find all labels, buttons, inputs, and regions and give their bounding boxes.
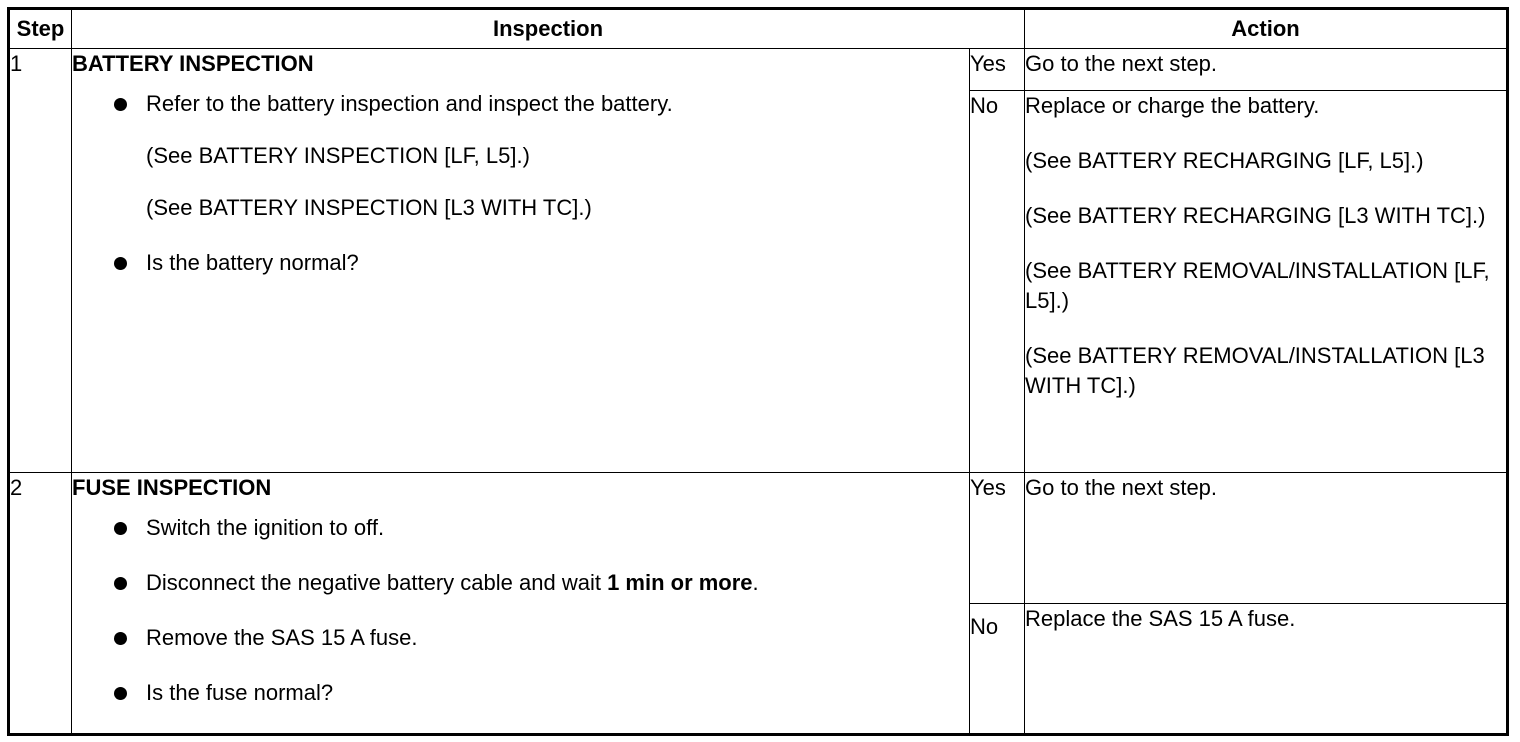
- list-item: [72, 513, 969, 543]
- inspection-title: BATTERY INSPECTION: [72, 51, 314, 76]
- inspection-item-text: Is the battery normal?: [146, 250, 359, 275]
- yes-label: Yes: [970, 473, 1025, 604]
- yes-action: Go to the next step.: [1025, 49, 1508, 91]
- no-label: No: [970, 604, 1025, 735]
- step-column-header: Step: [9, 9, 72, 49]
- yes-label: Yes: [970, 49, 1025, 91]
- list-item: [72, 248, 969, 278]
- bullet-icon: [114, 632, 127, 645]
- bullet-icon: [114, 687, 127, 700]
- table-header-row: [9, 9, 1508, 49]
- inspection-item-text: [146, 570, 759, 595]
- action-text: Replace or charge the battery.: [1025, 93, 1320, 118]
- duration-emphasis: 1 min or more: [607, 570, 753, 595]
- reference-note: (See BATTERY RECHARGING [LF, L5].): [1025, 148, 1424, 173]
- inspection-item-text-part: .: [752, 570, 759, 595]
- list-item: [72, 89, 969, 119]
- bullet-icon: [114, 577, 127, 590]
- inspection-item-text: Remove the SAS 15 A fuse.: [146, 625, 418, 650]
- step-number: 2: [9, 473, 72, 735]
- no-action: Replace the SAS 15 A fuse.: [1025, 604, 1508, 735]
- table-row: [9, 49, 1508, 91]
- no-label: No: [970, 91, 1025, 473]
- inspection-item-text-part: Disconnect the negative battery cable and wait: [146, 570, 608, 595]
- inspection-item-text: Refer to the battery inspection and inspect the battery.: [146, 91, 673, 116]
- bullet-icon: [114, 522, 127, 535]
- inspection-list: [72, 89, 969, 278]
- inspection-column-header: Inspection: [72, 9, 1025, 49]
- table-row: [9, 473, 1508, 604]
- inspection-list: [72, 513, 969, 708]
- yes-action: Go to the next step.: [1025, 473, 1508, 604]
- list-item: [72, 568, 969, 598]
- inspection-title: FUSE INSPECTION: [72, 475, 272, 500]
- reference-note: (See BATTERY INSPECTION [LF, L5].): [146, 143, 530, 168]
- reference-note: (See BATTERY INSPECTION [L3 WITH TC].): [146, 195, 592, 220]
- action-column-header: Action: [1025, 9, 1508, 49]
- inspection-cell: [72, 473, 970, 735]
- inspection-item-text: Switch the ignition to off.: [146, 515, 385, 540]
- reference-note: (See BATTERY RECHARGING [L3 WITH TC].): [1025, 203, 1486, 228]
- inspection-item-text: Is the fuse normal?: [146, 680, 334, 705]
- reference-note: (See BATTERY REMOVAL/INSTALLATION [L3 WITH TC].): [1025, 343, 1485, 398]
- inspection-cell: [72, 49, 970, 473]
- bullet-icon: [114, 257, 127, 270]
- reference-note: (See BATTERY REMOVAL/INSTALLATION [LF, L5].): [1025, 258, 1490, 313]
- troubleshooting-table: [7, 7, 1509, 736]
- list-item: [72, 623, 969, 653]
- no-action-cell: [1025, 91, 1508, 473]
- list-item: [72, 678, 969, 708]
- bullet-icon: [114, 98, 127, 111]
- step-number: 1: [9, 49, 72, 473]
